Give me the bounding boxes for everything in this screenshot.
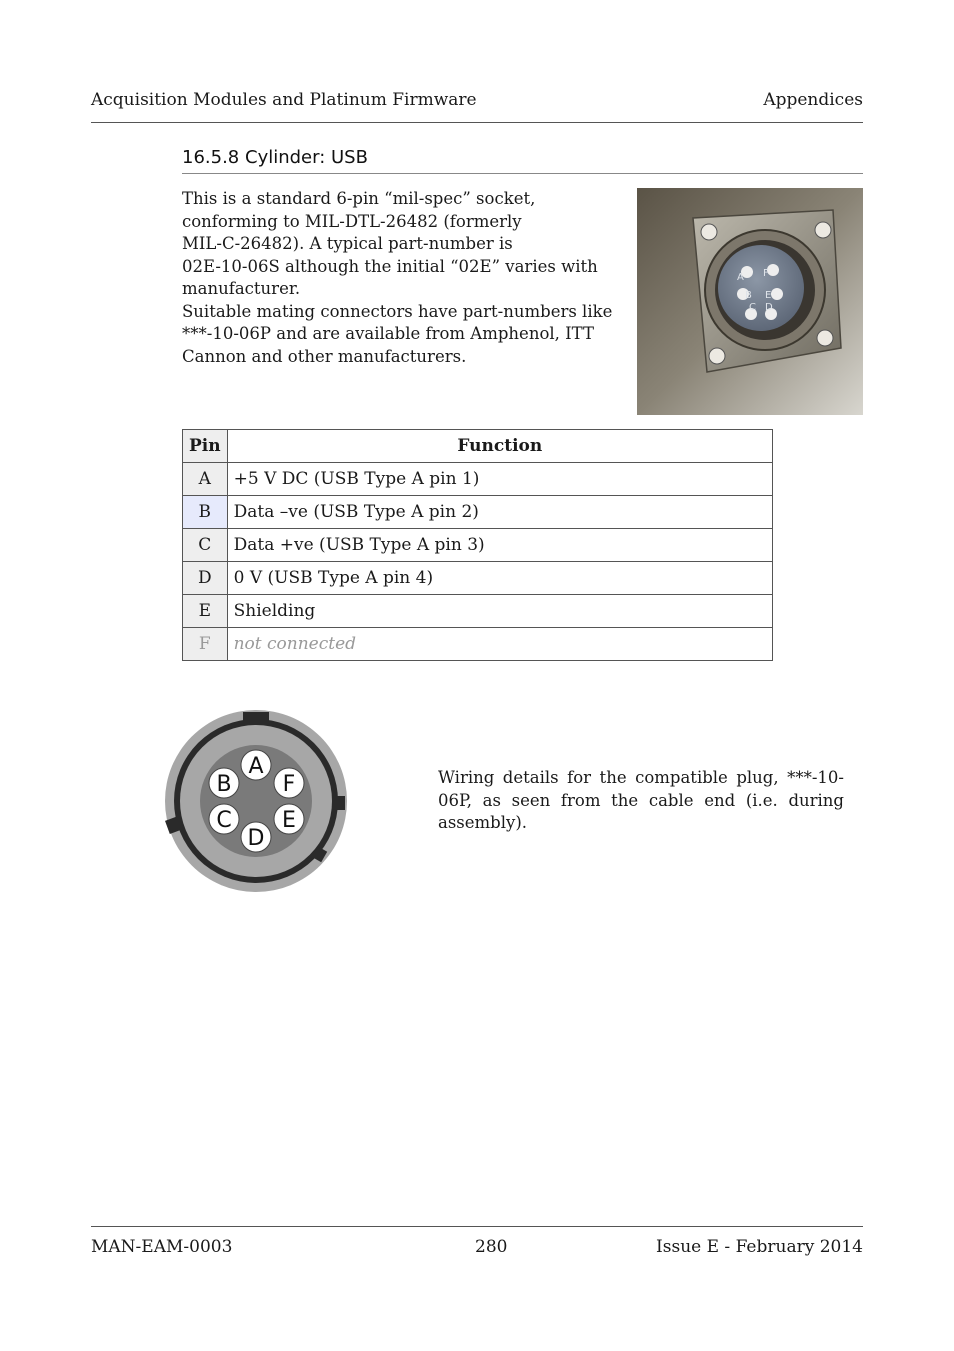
section-heading xyxy=(182,147,368,168)
table-row xyxy=(183,562,773,595)
intro-line: MIL-C-26482). A typical part-number is xyxy=(182,234,513,253)
running-header-section: Appendices xyxy=(763,90,863,110)
plug-pin-label: B xyxy=(216,772,232,797)
pin-column-header: Pin xyxy=(183,430,228,463)
section-title: Cylinder: USB xyxy=(245,147,368,168)
photo-pin-label: D xyxy=(765,302,773,313)
pin-cell: F xyxy=(183,628,228,661)
intro-line: Cannon and other manufacturers. xyxy=(182,346,467,366)
intro-text xyxy=(182,188,632,368)
running-header-title: Acquisition Modules and Platinum Firmware xyxy=(91,90,477,110)
section-number: 16.5.8 xyxy=(182,147,240,168)
function-cell: Shielding xyxy=(227,595,772,628)
photo-pin-label: C xyxy=(749,302,756,313)
intro-paragraph-1 xyxy=(182,188,632,301)
socket-photo xyxy=(637,188,863,415)
plug-pin-label: E xyxy=(282,808,296,833)
photo-pin-label: A xyxy=(737,272,744,283)
function-cell: +5 V DC (USB Type A pin 1) xyxy=(227,463,772,496)
table-row xyxy=(183,496,773,529)
plug-pin-label: D xyxy=(247,826,265,851)
intro-line: ***-10-06P and are available from Amphenol, ITT xyxy=(182,324,594,343)
function-column-header: Function xyxy=(227,430,772,463)
photo-pin-label: E xyxy=(765,290,772,301)
header-rule xyxy=(91,122,863,123)
table-row xyxy=(183,463,773,496)
table-row xyxy=(183,628,773,661)
plug-pin-label: A xyxy=(248,754,264,779)
plug-pin-label: C xyxy=(216,808,232,833)
intro-line: This is a standard 6-pin “mil-spec” socket, xyxy=(182,189,536,208)
plug-wiring-caption: Wiring details for the compatible plug, ***-10-06P, as seen from the cable end (i.e. during assembly). xyxy=(438,768,844,832)
pin-cell: E xyxy=(183,595,228,628)
intro-line: 02E-10-06S although the initial “02E” varies with xyxy=(182,256,598,276)
pin-function-table xyxy=(182,429,773,661)
function-cell: not connected xyxy=(227,628,772,661)
function-cell: 0 V (USB Type A pin 4) xyxy=(227,562,772,595)
footer-rule xyxy=(91,1226,863,1227)
footer-doc-id: MAN-EAM-0003 xyxy=(91,1237,233,1257)
pin-cell: B xyxy=(183,496,228,529)
plug-wiring-diagram xyxy=(163,708,349,894)
photo-pin-label: B xyxy=(745,290,752,301)
intro-paragraph-2 xyxy=(182,301,632,369)
intro-line: Suitable mating connectors have part-numbers like xyxy=(182,301,613,321)
pin-cell: A xyxy=(183,463,228,496)
pin-cell: C xyxy=(183,529,228,562)
intro-line: manufacturer. xyxy=(182,279,301,298)
intro-line: conforming to MIL-DTL-26482 (formerly xyxy=(182,211,522,231)
section-rule xyxy=(182,173,863,174)
table-header-row xyxy=(183,430,773,463)
function-cell: Data –ve (USB Type A pin 2) xyxy=(227,496,772,529)
function-cell: Data +ve (USB Type A pin 3) xyxy=(227,529,772,562)
footer-issue: Issue E - February 2014 xyxy=(656,1237,863,1257)
pin-cell: D xyxy=(183,562,228,595)
plug-pin-label: F xyxy=(282,772,296,797)
footer-page-number: 280 xyxy=(475,1237,508,1257)
table-row xyxy=(183,529,773,562)
table-row xyxy=(183,595,773,628)
photo-pin-label: F xyxy=(763,268,769,279)
